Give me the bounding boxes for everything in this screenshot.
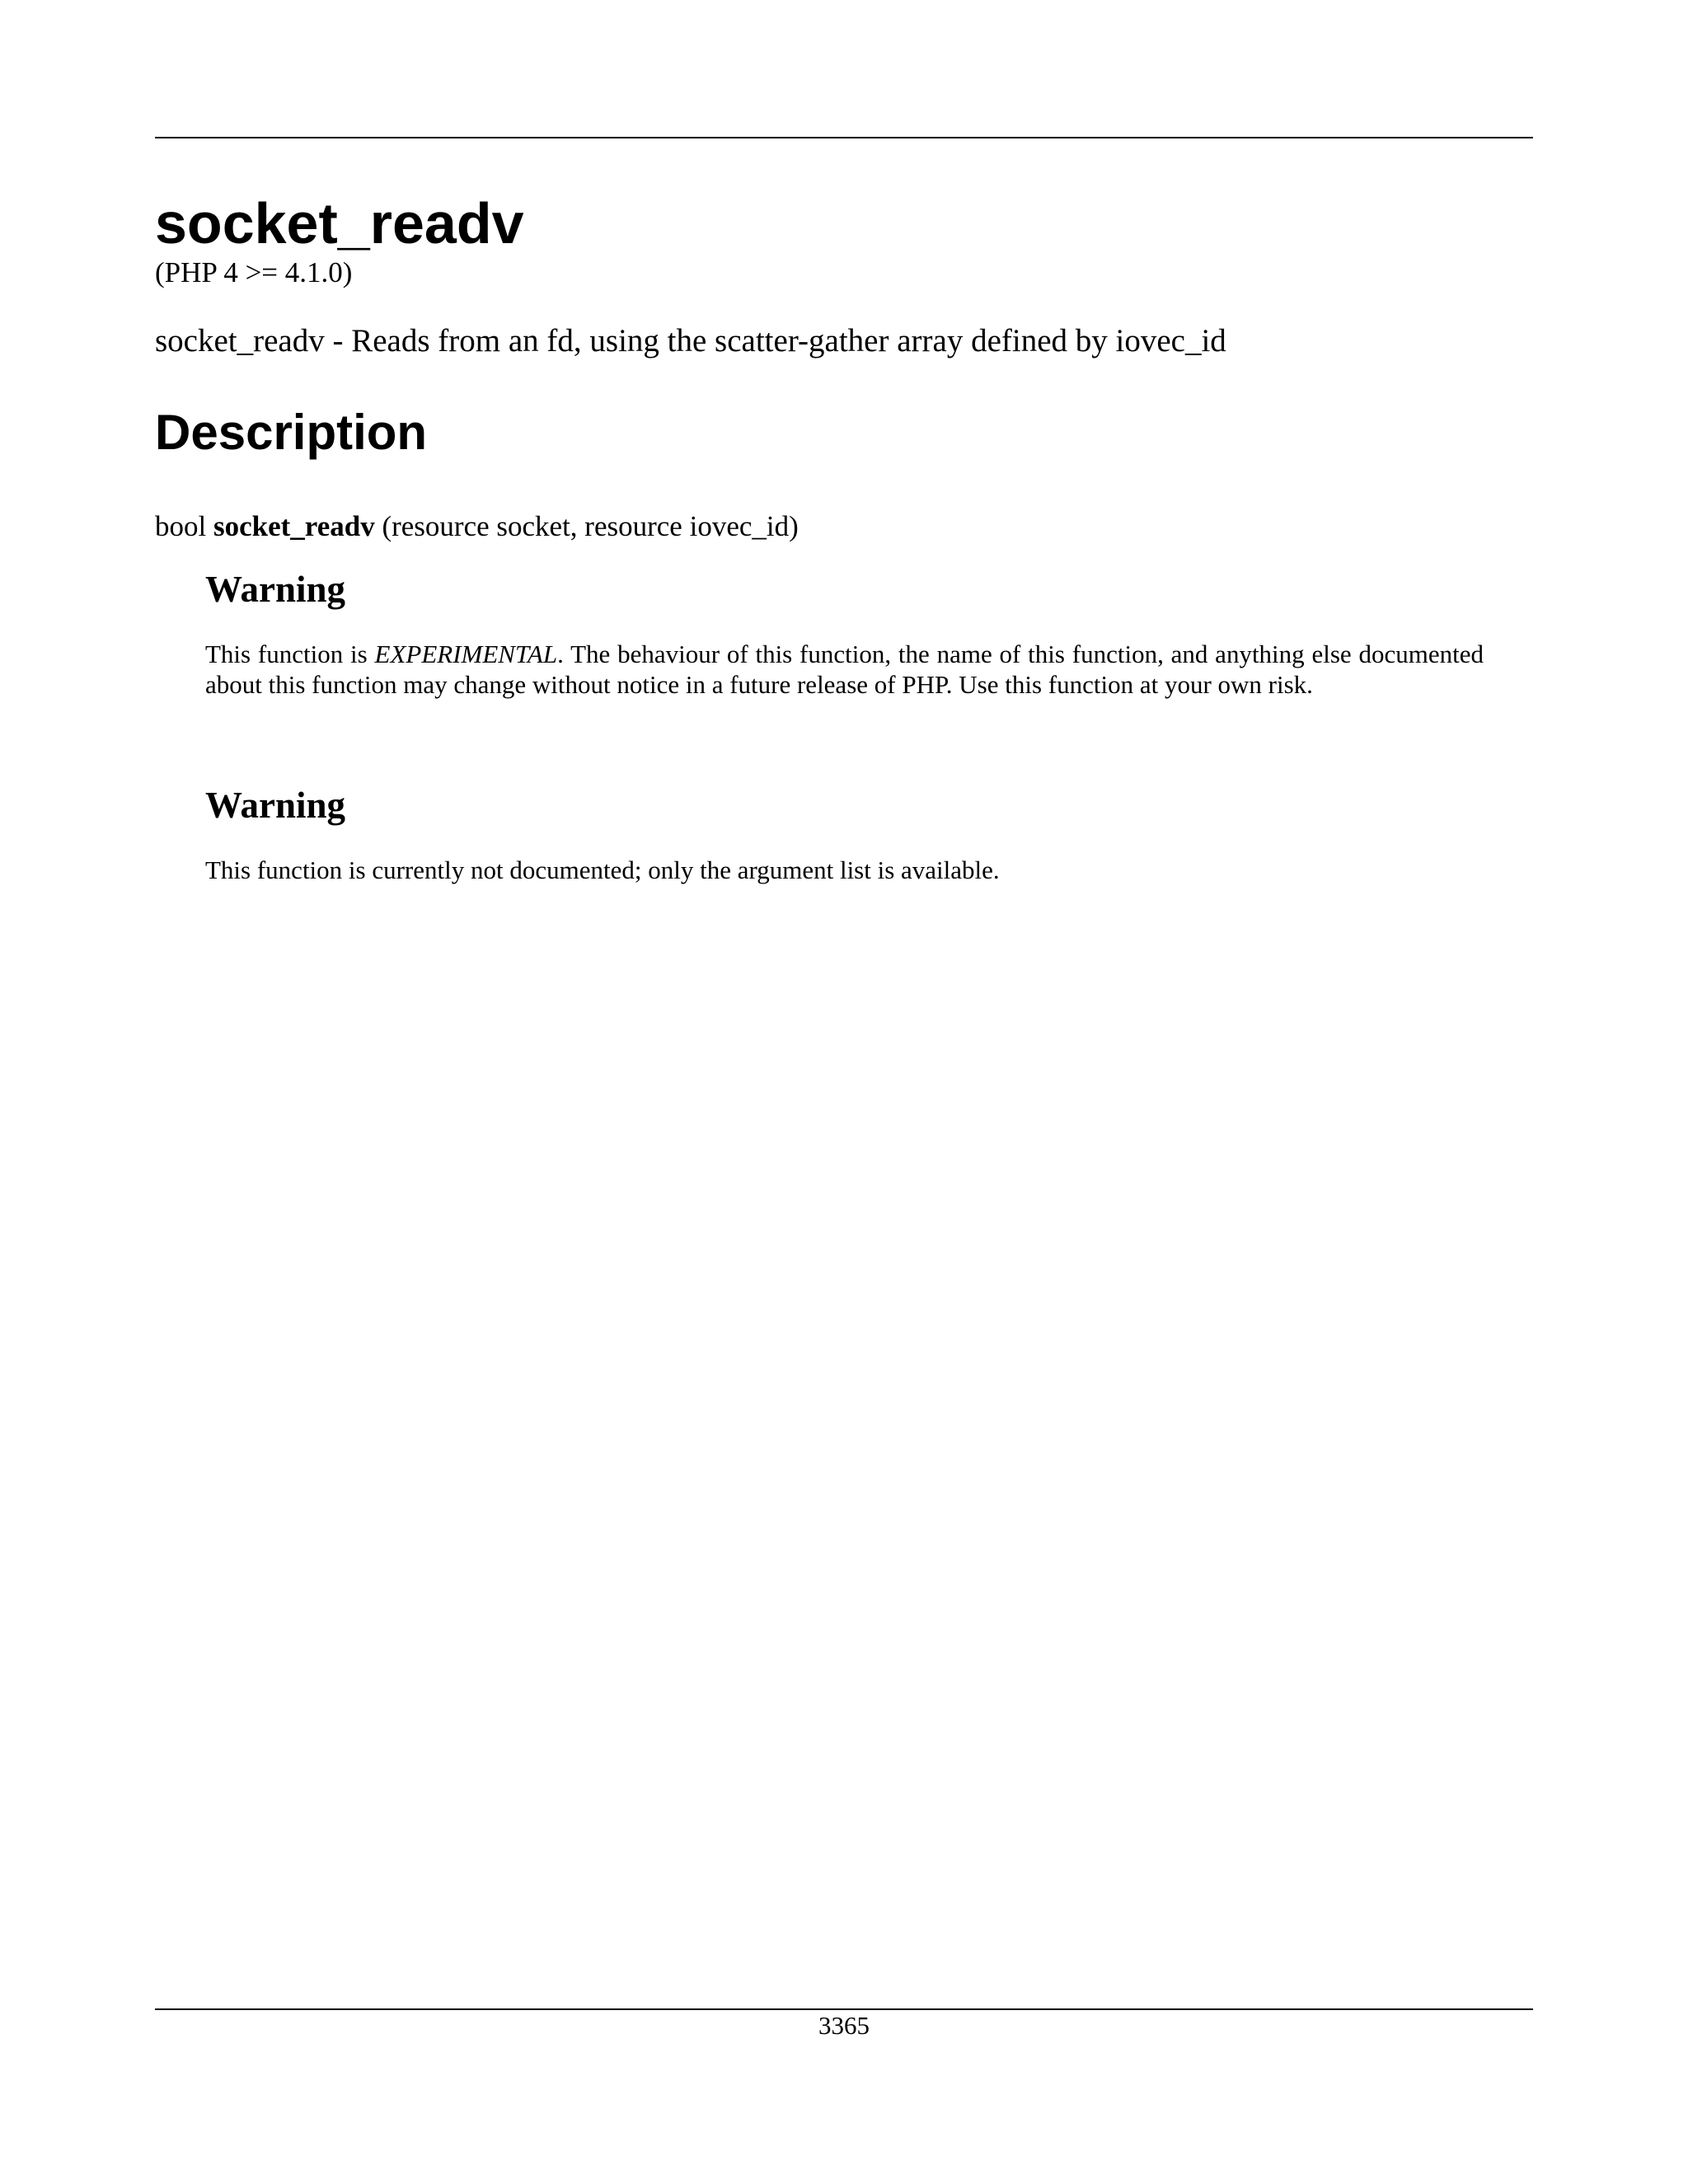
function-params: (resource socket, resource iovec_id) [374, 510, 799, 542]
warning-heading: Warning [205, 785, 346, 826]
header-rule [155, 137, 1533, 138]
warning-experimental [205, 567, 1484, 699]
warning-undocumented [205, 783, 1484, 884]
function-purpose: socket_readv - Reads from an fd, using the scatter-gather array defined by iovec_id [155, 323, 1226, 359]
function-synopsis [155, 509, 799, 544]
page-number: 3365 [818, 2011, 870, 2040]
version-info: (PHP 4 >= 4.1.0) [155, 256, 353, 288]
warning-text: This function is currently not documented; only the argument list is available. [205, 855, 1000, 884]
warning-heading: Warning [205, 569, 346, 610]
experimental-emphasis: EXPERIMENTAL [374, 640, 558, 668]
function-name: socket_readv [213, 510, 375, 542]
description-heading: Description [155, 405, 428, 460]
return-type: bool [155, 510, 213, 542]
warning-text: This function is EXPERIMENTAL. The behaviour of this function, the name of this function, and anything else documented about this function may change without notice in a future release of PHP. Use this function at your own risk. [205, 640, 1484, 699]
page-title: socket_readv [155, 191, 524, 255]
